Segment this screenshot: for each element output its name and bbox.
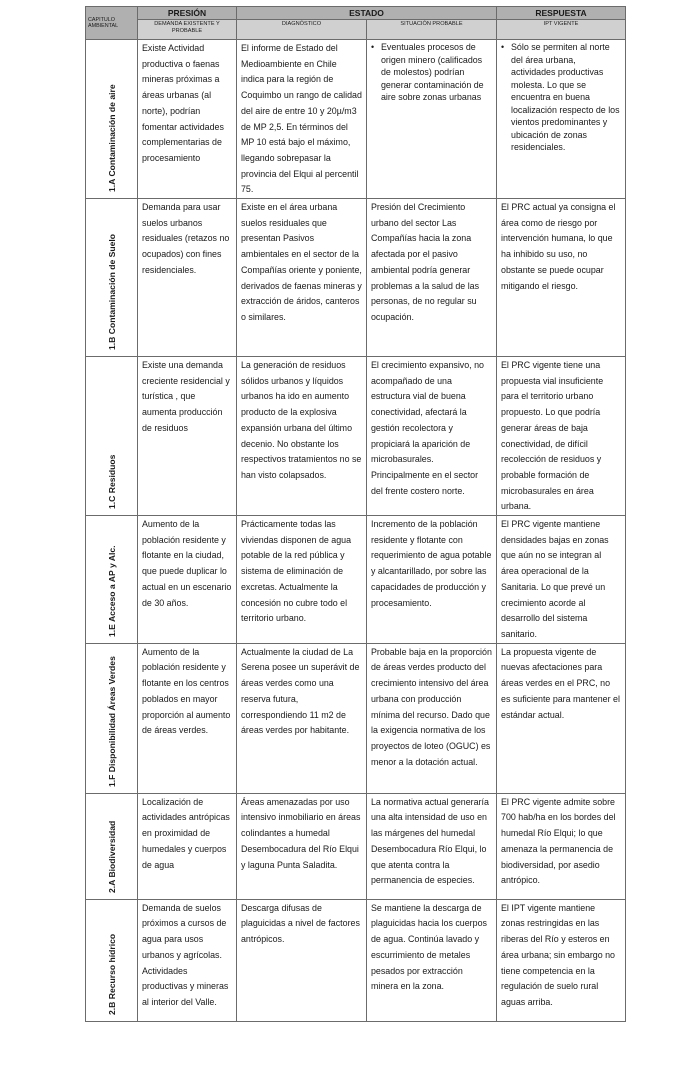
category-label: 1.E Acceso a AP y Alc. bbox=[106, 545, 117, 637]
header-presion: PRESIÓN bbox=[138, 7, 237, 20]
presion-cell: Demanda para usar suelos urbanos residuales (retazos no ocupados) con fines residenciales. bbox=[138, 199, 237, 357]
diagnostico-cell: Prácticamente todas las viviendas disponen de agua potable de la red pública y sistema de eliminación de excretas. Actualmente la concesión no cubre todo el territorio urbano. bbox=[237, 516, 367, 644]
diagnostico-cell: Áreas amenazadas por uso intensivo inmobiliario en áreas colindantes a humedal Desembocadura del Río Elqui y laguna Punta Saladita. bbox=[237, 793, 367, 899]
situacion-cell: Probable baja en la proporción de áreas verdes producto del crecimiento intensivo del área urbana con producción mínima del recurso. Dado que la exigencia normativa de los proyectos de loteo (OGUC) es menor a la dotación actual. bbox=[367, 643, 497, 793]
diagnostico-cell: Existe en el área urbana suelos residuales que presentan Pasivos ambientales en el sector de la Compañías oriente y poniente, derivados de faenas mineras y extracción de áridos, canteros o similares. bbox=[237, 199, 367, 357]
situacion-cell: Presión del Crecimiento urbano del sector Las Compañías hacia la zona afectada por el pasivo ambiental podría generar problemas a la salud de las personas, de no regular su ocupación. bbox=[367, 199, 497, 357]
header-ipt: IPT VIGENTE bbox=[497, 20, 626, 40]
category-label: 1.F Disponibilidad Áreas Verdes bbox=[106, 655, 117, 787]
table-row bbox=[86, 793, 626, 899]
category-cell bbox=[86, 40, 138, 199]
category-cell bbox=[86, 357, 138, 516]
pressure-state-response-table bbox=[85, 6, 626, 1022]
ipt-cell bbox=[497, 40, 626, 199]
ipt-cell: El IPT vigente mantiene zonas restringidas en las riberas del Río y esteros en área urbana; sin embargo no tiene competencia en la regulación de suelo rural aguas arriba. bbox=[497, 899, 626, 1021]
environmental-matrix bbox=[85, 6, 625, 1022]
category-cell bbox=[86, 516, 138, 644]
situacion-cell: Se mantiene la descarga de plaguicidas hacia los cuerpos de agua. Continúa lavado y escurrimiento de metales pesados por extracción minera en la zona. bbox=[367, 899, 497, 1021]
diagnostico-cell: Descarga difusas de plaguicidas a nivel de factores antrópicos. bbox=[237, 899, 367, 1021]
situacion-text: Eventuales procesos de origen minero (calificados de molestos) podrían generar contaminación de aire sobre zonas urbanas bbox=[381, 42, 484, 102]
table-row bbox=[86, 357, 626, 516]
header-situacion: SITUACIÓN PROBABLE bbox=[367, 20, 497, 40]
presion-cell: Aumento de la población residente y flotante en la ciudad, que puede duplicar lo actual en un escenario de 30 años. bbox=[138, 516, 237, 644]
bullet-icon: • bbox=[371, 42, 375, 52]
ipt-cell: El PRC actual ya consigna el área como de riesgo por intervención humana, lo que ha inhibido su uso, no obstante se puede ocupar mitigando el riesgo. bbox=[497, 199, 626, 357]
header-respuesta: RESPUESTA bbox=[497, 7, 626, 20]
table-row bbox=[86, 516, 626, 644]
situacion-cell: El crecimiento expansivo, no acompañado de una estructura vial de buena conectividad, afectará la gestión recolectora y propiciará la aparición de microbasurales. Principalmente en el sector del frente costero norte. bbox=[367, 357, 497, 516]
ipt-text: Sólo se permiten al norte del área urbana, actividades productivas molesta. Lo que se encuentra en buena localización respecto de los vientos predominantes y ubicación de zonas residenciales. bbox=[511, 42, 620, 152]
presion-cell: Aumento de la población residente y flotante en los centros poblados en mayor proporción al aumento de áreas verdes. bbox=[138, 643, 237, 793]
category-label: 1.C Residuos bbox=[106, 454, 117, 510]
situacion-cell: Incremento de la población residente y flotante con requerimiento de agua potable y alcantarillado, por sobre las capacidades de producción y procesamiento. bbox=[367, 516, 497, 644]
diagnostico-cell: Actualmente la ciudad de La Serena posee un superávit de áreas verdes como una reserva futura, correspondiendo 11 m2 de áreas verdes por habitante. bbox=[237, 643, 367, 793]
category-label: 1.A Contaminación de aire bbox=[106, 84, 117, 193]
header-demanda: DEMANDA EXISTENTE Y PROBABLE bbox=[138, 20, 237, 40]
category-cell bbox=[86, 899, 138, 1021]
category-label: 1.B Contaminación de Suelo bbox=[106, 233, 117, 351]
table-row bbox=[86, 40, 626, 199]
header-row-main bbox=[86, 7, 626, 20]
header-diagnostico: DIAGNÓSTICO bbox=[237, 20, 367, 40]
ipt-cell: El PRC vigente mantiene densidades bajas en zonas que aún no se integran al área operacional de la Sanitaria. Lo que prevé un crecimiento acorde al desarrollo del sistema sanitario. bbox=[497, 516, 626, 644]
category-label: 2.A Biodiversidad bbox=[106, 820, 117, 893]
diagnostico-cell: El informe de Estado del Medioambiente en Chile indica para la región de Coquimbo un rango de calidad del aire de entre 10 y 20µ/m3 de MP 2,5. En términos del MP 10 está bajo el máximo, llegando sobrepasar la provincia del Elqui al percentil 75. bbox=[237, 40, 367, 199]
ipt-cell: El PRC vigente admite sobre 700 hab/ha en los bordes del humedal Río Elqui; lo que amenaza la permanencia de biodiversidad, por asedio antrópico. bbox=[497, 793, 626, 899]
ipt-cell: El PRC vigente tiene una propuesta vial insuficiente para el territorio urbano propuesto. Lo que podría generar áreas de baja conectividad, de difícil recolección de residuos y probable formación de microbasurales en área urbana. bbox=[497, 357, 626, 516]
situacion-cell: La normativa actual generaría una alta intensidad de uso en las márgenes del humedal Desembocadura Río Elqui, lo que atenta contra la permanencia de especies. bbox=[367, 793, 497, 899]
table-row bbox=[86, 199, 626, 357]
header-row-sub bbox=[86, 20, 626, 40]
ipt-cell: La propuesta vigente de nuevas afectaciones para áreas verdes en el PRC, no es suficiente para mantener el estándar actual. bbox=[497, 643, 626, 793]
bullet-icon: • bbox=[501, 42, 505, 52]
table-row bbox=[86, 899, 626, 1021]
header-capitulo: CAPITULO AMBIENTAL bbox=[86, 7, 138, 40]
table-row bbox=[86, 643, 626, 793]
diagnostico-cell: La generación de residuos sólidos urbanos y líquidos urbanos ha ido en aumento producto de la explosiva expansión urbana del último decenio. No obstante los respectivos tratamientos no se han visto colapsados. bbox=[237, 357, 367, 516]
presion-cell: Localización de actividades antrópicas en proximidad de humedales y cuerpos de agua bbox=[138, 793, 237, 899]
category-cell bbox=[86, 199, 138, 357]
presion-cell: Existe Actividad productiva o faenas mineras próximas a áreas urbanas (al norte), podrían fomentar actividades complementarias de procesamiento bbox=[138, 40, 237, 199]
situacion-cell bbox=[367, 40, 497, 199]
category-label: 2.B Recurso hídrico bbox=[106, 933, 117, 1015]
category-cell bbox=[86, 793, 138, 899]
presion-cell: Existe una demanda creciente residencial y turística , que aumenta producción de residuos bbox=[138, 357, 237, 516]
header-estado: ESTADO bbox=[237, 7, 497, 20]
category-cell bbox=[86, 643, 138, 793]
presion-cell: Demanda de suelos próximos a cursos de agua para usos urbanos y agrícolas. Actividades productivas y mineras al interior del Valle. bbox=[138, 899, 237, 1021]
